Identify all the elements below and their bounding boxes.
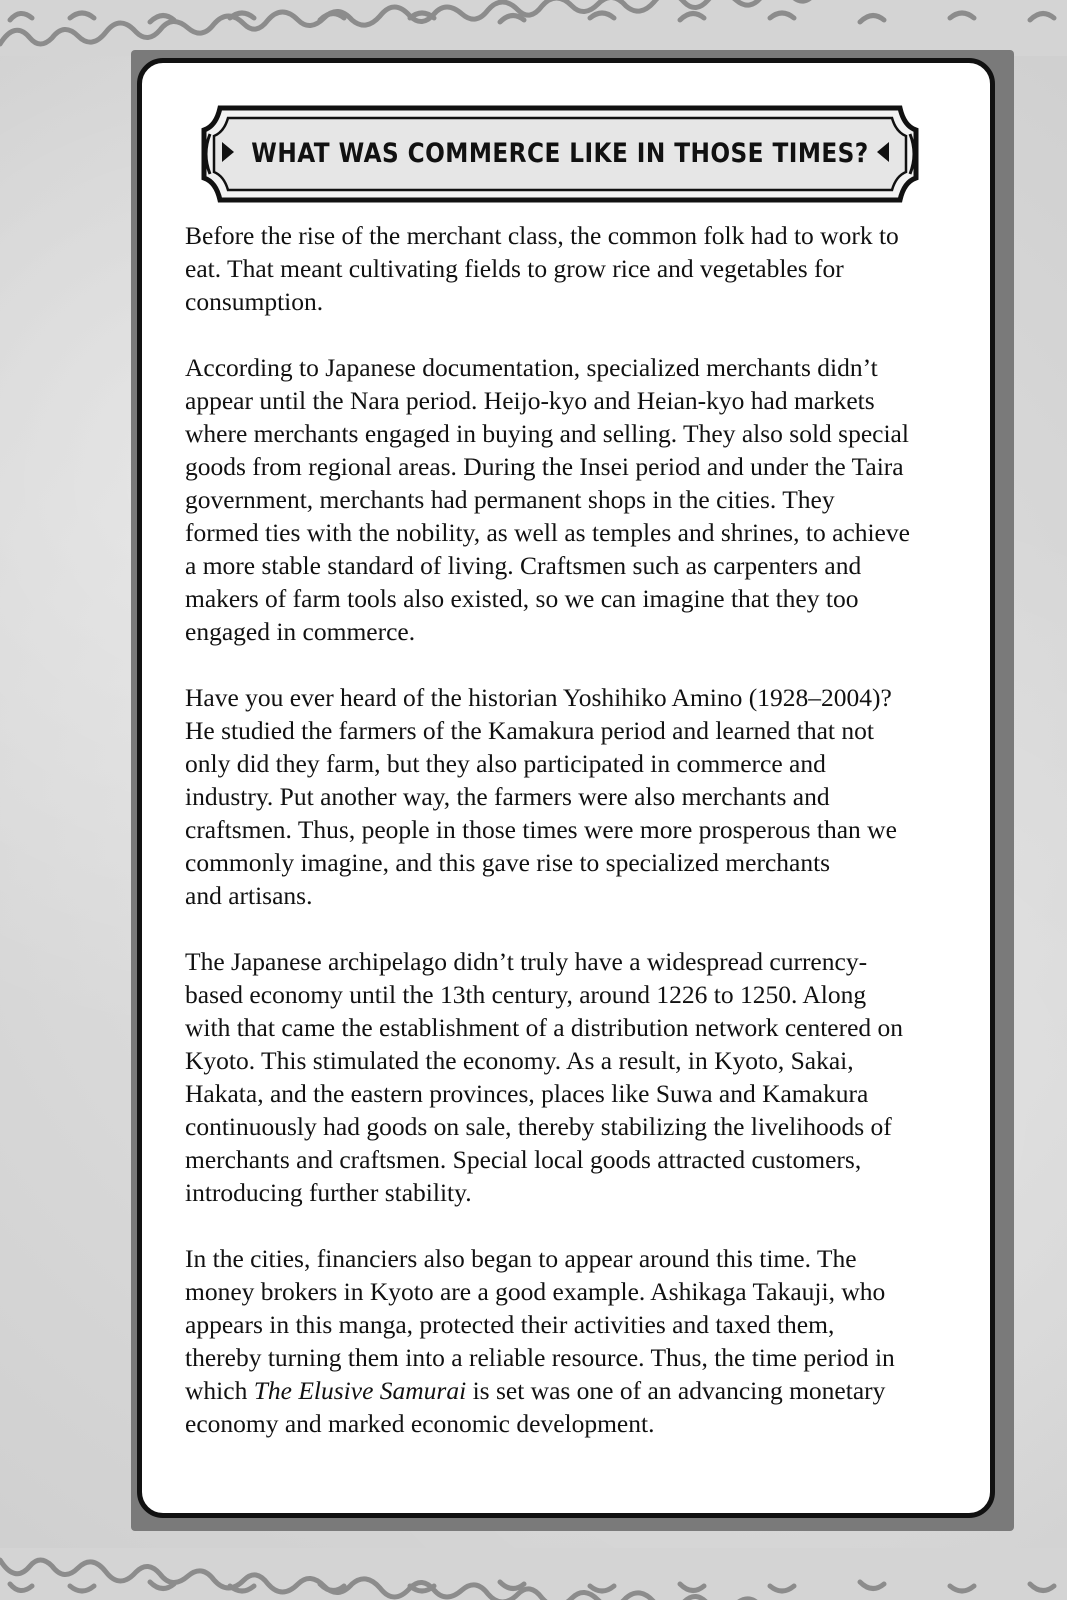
paragraph-5-before: In the cities, financiers also began to appear around this time. The money brokers in Kyoto are a good example. Ashikaga Takauji, who appears in this manga, protected their activities and taxed them, thereby turning them into a reliable resource. Thus, the time period in which <box>185 1244 895 1405</box>
section-banner <box>200 104 920 204</box>
paragraph-1: Before the rise of the merchant class, the common folk had to work to eat. That meant cultivating fields to grow rice and vegetables for consumption. <box>185 221 899 316</box>
top-decorative-border <box>0 0 1067 56</box>
paragraph-2: According to Japanese documentation, specialized merchants didn’t appear until the Nara period. Heijo-kyo and Heian-kyo had markets where merchants engaged in buying and selling. They also sold special goods from regional areas. During the Insei period and under the Taira government, merchants had permanent shops in the cities. They formed ties with the nobility, as well as temples and shrines, to achieve a more stable standard of living. Craftsmen such as carpenters and makers of farm tools also existed, so we can imagine that they too engaged in commerce. <box>185 353 910 646</box>
bottom-decorative-border <box>0 1548 1067 1600</box>
section-title: WHAT WAS COMMERCE LIKE IN THOSE TIMES? <box>251 138 869 169</box>
article-body <box>185 219 975 1473</box>
paragraph-5-after: is set was one of an advancing monetary economy and marked economic development. <box>185 1376 886 1438</box>
triangle-right-icon <box>222 142 234 162</box>
paragraph-5 <box>185 1242 975 1440</box>
paragraph-4: The Japanese archipelago didn’t truly have a widespread currency- based economy until the 13th century, around 1226 to 1250. Along with that came the establishment of a distribution network centered on Kyoto. This stimulated the economy. As a result, in Kyoto, Sakai, Hakata, and the eastern provinces, places like Suwa and Kamakura continuously had goods on sale, thereby stabilizing the livelihoods of merchants and craftsmen. Special local goods attracted customers, introducing further stability. <box>185 947 904 1207</box>
cloud-scroll-pattern-bottom <box>0 1548 1067 1600</box>
manga-title: The Elusive Samurai <box>253 1376 467 1405</box>
paragraph-3: Have you ever heard of the historian Yoshihiko Amino (1928–2004)? He studied the farmers of the Kamakura period and learned that not only did they farm, but they also participated in commerce and industry. Put another way, the farmers were also merchants and craftsmen. Thus, people in those times were more prosperous than we commonly imagine, and this gave rise to specialized merchants and artisans. <box>185 683 897 910</box>
cloud-scroll-pattern-top <box>0 0 1067 56</box>
triangle-left-icon <box>877 142 889 162</box>
